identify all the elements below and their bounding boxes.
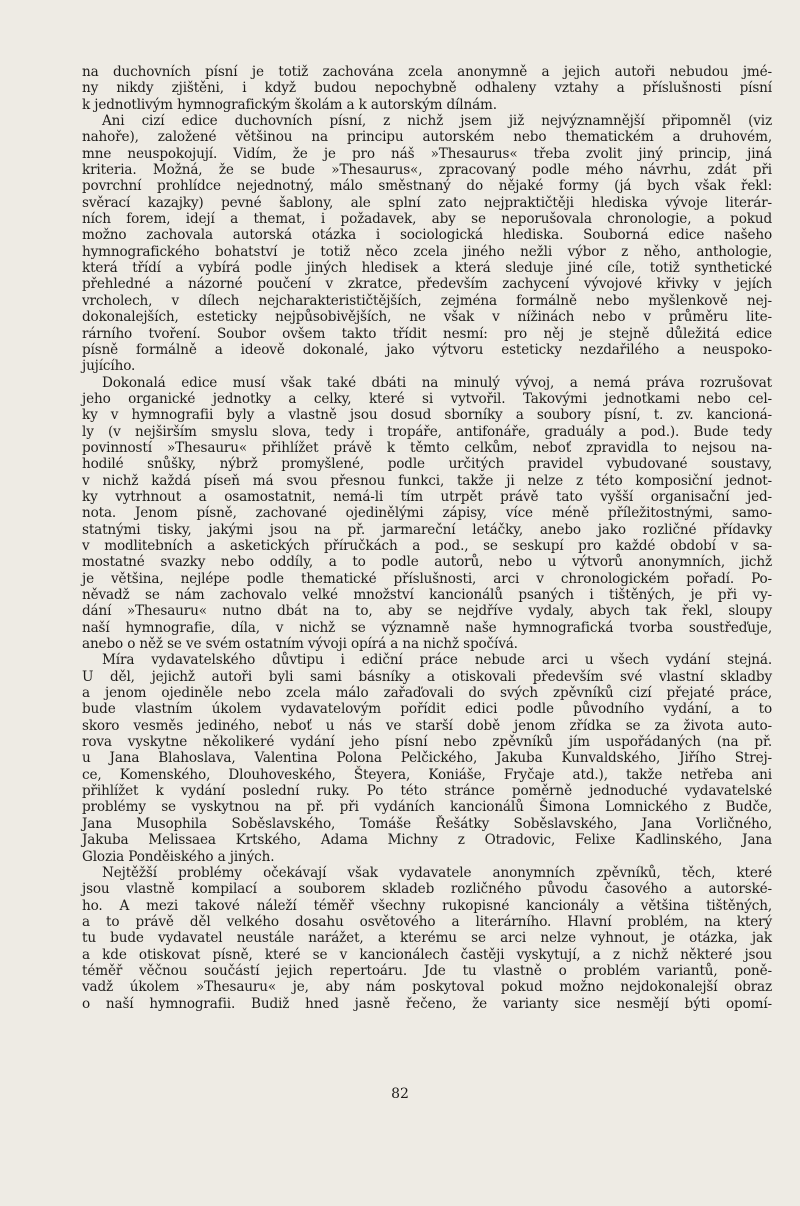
page-number: 82	[391, 1086, 409, 1102]
text-line: hymnografického bohatství je totiž něco zcela jiného nežli výbor z něho, anthologie,	[82, 243, 772, 260]
text-line: Glozia Ponděiského a jiných.	[82, 848, 275, 865]
text-line: U děl, jejichž autoři byli sami básníky a otiskovali především své vlastní skladby	[82, 668, 772, 685]
paragraph	[82, 375, 772, 653]
text-line: povinností »Thesauru« přihlížet právě k těmto celkům, neboť zpravidla to nejsou na-	[82, 439, 772, 456]
text-line: svěrací kazajky) pevné šablony, ale splní zato nejpraktičtěji hlediska vývoje literár-	[82, 194, 772, 211]
text-line: problémy se vyskytnou na př. při vydáních kancionálů Šimona Lomnického z Budče,	[82, 799, 772, 816]
text-line: a to právě děl velkého dosahu osvětového a literárního. Hlavní problém, na který	[82, 913, 772, 930]
text-line: přehledné a názorné poučení v zkratce, především zachycení vývojové křivky v jejích	[82, 276, 772, 293]
text-line: která třídí a vybírá podle jiných hledisek a která sleduje jiné cíle, totiž synthetické	[82, 260, 772, 277]
text-line: Nejtěžší problémy očekávají však vydavatele anonymních zpěvníků, těch, které	[102, 864, 772, 881]
text-line: nahoře), založené většinou na principu autorském nebo thematickém a druhovém,	[82, 129, 772, 146]
text-line: Ani cizí edice duchovních písní, z nichž jsem již nejvýznamnější připomněl (viz	[102, 113, 772, 130]
text-line: ny nikdy zjištěni, i když budou nepochybně odhaleny vztahy a příslušnosti písní	[82, 80, 772, 97]
text-line: o naší hymnografii. Budiž hned jasně řečeno, že varianty sice nesmějí býti opomí-	[82, 995, 772, 1012]
text-line: statnými tisky, jakými jsou na př. jarmareční letáčky, anebo jako rozličné přídavky	[82, 521, 772, 538]
text-line: v modlitebních a asketických příručkách a pod., se seskupí pro každé období v sa-	[82, 537, 772, 554]
text-line: ních forem, idejí a themat, i požadavek, aby se neporušovala chronologie, a pokud	[82, 211, 772, 228]
text-line: dání »Thesauru« nutno dbát na to, aby se nejdříve vydaly, abych tak řekl, sloupy	[82, 603, 772, 620]
text-line: Dokonalá edice musí však také dbáti na minulý vývoj, a nemá práva rozrušovat	[102, 374, 772, 391]
text-line: jujícího.	[82, 358, 136, 375]
paragraph	[82, 64, 772, 113]
text-line: vadž úkolem »Thesauru« je, aby nám poskytoval pokud možno nejdokonalejší obraz	[82, 979, 772, 996]
text-line: Jana Musophila Soběslavského, Tomáše Řešátky Soběslavského, Jana Vorličného,	[82, 815, 772, 832]
text-line: něvadž se nám zachovalo velké množství kancionálů psaných i tištěných, je při vy-	[82, 587, 772, 603]
text-line: rova vyskytne několikeré vydání jeho písní nebo zpěvníků jím uspořádaných (na př.	[82, 734, 772, 751]
text-line: ky v hymnografii byly a vlastně jsou dosud sborníky a soubory písní, t. zv. kancioná-	[82, 407, 772, 424]
text-line: Jakuba Melissaea Krtského, Adama Michny z Otradovic, Felixe Kadlinského, Jana	[82, 832, 772, 849]
text-line: k jednotlivým hymnografickým školám a k autorským dílnám.	[82, 96, 497, 113]
text-line: nota. Jenom písně, zachované ojedinělými zápisy, více méně příležitostnými, samo-	[82, 505, 772, 522]
text-line: možno zachovala autorská otázka i sociologická hlediska. Souborná edice našeho	[82, 227, 772, 244]
text-line: mne neuspokojují. Vidím, že je pro náš »Thesaurus« třeba zvolit jiný princip, jiná	[82, 145, 772, 162]
text-line: ky vytrhnout a osamostatnit, nemá-li tím utrpět právě tato vyšší organisační jed-	[82, 488, 772, 505]
text-line: ho. A mezi takové náleží téměř všechny rukopisné kancionály a většina tištěných,	[82, 897, 772, 914]
text-line: skoro vesměs jediného, neboť u nás ve starší době jenom zřídka se za života auto-	[82, 717, 772, 734]
text-line: a kde otiskovat písně, které se v kancionálech častěji vyskytují, a z nichž některé jsou	[82, 946, 772, 963]
text-line: na duchovních písní je totiž zachována zcela anonymně a jejich autoři nebudou jmé-	[82, 64, 772, 80]
text-line: anebo o něž se ve svém ostatním vývoji opírá a na nichž spočívá.	[82, 636, 518, 653]
text-line: přihlížet k vydání poslední ruky. Po této stránce poměrně jednoduché vydavatelské	[82, 783, 772, 800]
text-line: je většina, nejlépe podle thematické příslušnosti, arci v chronologickém pořadí. Po-	[82, 570, 772, 587]
paragraph	[82, 865, 772, 1012]
text-line: rárního tvoření. Soubor ovšem takto třídit nesmí: pro něj je stejně důležitá edice	[82, 325, 772, 342]
text-line: ly (v nejširším smyslu slova, tedy i tropáře, antifonáře, graduály a pod.). Bude tedy	[82, 423, 772, 440]
text-line: naší hymnografie, díla, v nichž se významně naše hymnografická tvorba soustřeďuje,	[82, 619, 772, 636]
text-line: kriteria. Možná, že se bude »Thesaurus«, zpracovaný podle mého návrhu, zdát při	[82, 162, 772, 179]
paragraph	[82, 113, 772, 375]
text-line: a jenom ojediněle nebo zcela málo zařaďovali do svých zpěvníků cizí přejaté práce,	[82, 685, 772, 702]
text-line: dokonalejších, esteticky nejpůsobivějších, ne však v nížinách nebo v průměru lite-	[82, 309, 772, 326]
text-line: téměř věčnou součástí jejich repertoáru. Jde tu vlastně o problém variantů, poně-	[82, 962, 772, 979]
text-line: vrcholech, v dílech nejcharakterističtějších, zejména formálně nebo myšlenkově nej-	[82, 292, 772, 309]
text-line: u Jana Blahoslava, Valentina Polona Pelčického, Jakuba Kunvaldského, Jiřího Strej-	[82, 750, 772, 767]
text-line: jsou vlastně kompilací a souborem skladeb rozličného původu časového a autorské-	[82, 881, 772, 898]
text-line: mostatné svazky nebo oddíly, a to podle autorů, nebo u výtvorů anonymních, jichž	[82, 554, 772, 571]
text-line: hodilé snůšky, nýbrž promyšlené, podle určitých pravidel vybudované soustavy,	[82, 456, 772, 473]
page-body	[82, 64, 772, 1012]
text-line: tu bude vydavatel neustále narážet, a kterému se arci nelze vyhnout, je otázka, jak	[82, 930, 772, 947]
paragraph	[82, 652, 772, 864]
text-line: písně formálně a ideově dokonalé, jako výtvoru esteticky nezdařilého a neuspoko-	[82, 341, 772, 358]
text-line: v nichž každá píseň má svou přesnou funkci, takže ji nelze z této komposiční jednot-	[82, 472, 772, 489]
text-line: povrchní prohlídce nejednotný, málo směstnaný do nějaké formy (já bych však řekl:	[82, 178, 772, 195]
text-line: Míra vydavatelského důvtipu i ediční práce nebude arci u všech vydání stejná.	[102, 652, 772, 669]
text-line: ce, Komenského, Dlouhoveského, Šteyera, Koniáše, Fryčaje atd.), takže netřeba ani	[82, 766, 772, 783]
text-line: jeho organické jednotky a celky, které si vytvořil. Takovými jednotkami nebo cel-	[82, 390, 772, 407]
text-line: bude vlastním úkolem vydavatelovým pořídit edici podle původního vydání, a to	[82, 701, 772, 718]
